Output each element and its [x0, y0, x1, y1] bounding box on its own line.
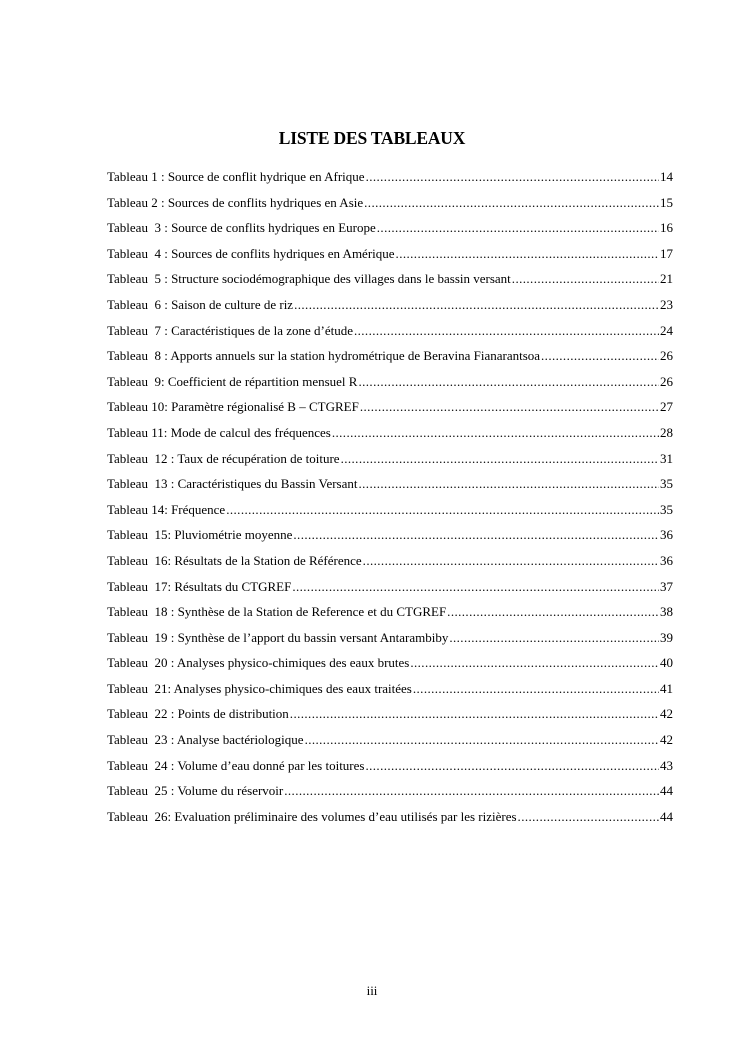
toc-entry-page: 42	[660, 706, 673, 722]
toc-entry[interactable]	[107, 604, 673, 630]
toc-entry-label: Tableau 26: Evaluation préliminaire des volumes d’eau utilisés par les rizières	[107, 808, 517, 824]
toc-entry-label: Tableau 21: Analyses physico-chimiques des eaux traitées	[107, 680, 412, 696]
dot-leader	[284, 783, 659, 799]
dot-leader	[364, 195, 659, 211]
page-title: LISTE DES TABLEAUX	[278, 128, 466, 148]
dot-leader	[305, 732, 659, 748]
toc-entry-label: Tableau 4 : Sources de conflits hydriques en Amérique	[107, 245, 395, 261]
toc-entry[interactable]	[107, 502, 673, 528]
toc-entry-page: 43	[660, 757, 673, 773]
toc-entry-label: Tableau 9: Coefficient de répartition mensuel R	[107, 373, 358, 389]
toc-entry-label: Tableau 24 : Volume d’eau donné par les toitures	[107, 757, 365, 773]
toc-entry-label: Tableau 20 : Analyses physico-chimiques des eaux brutes	[107, 655, 410, 671]
toc-entry-page: 21	[660, 271, 673, 287]
toc-entry-label: Tableau 13 : Caractéristiques du Bassin Versant	[107, 476, 358, 492]
toc-entry-page: 26	[660, 348, 673, 364]
toc-entry[interactable]	[107, 630, 673, 656]
toc-entry-page: 31	[660, 450, 673, 466]
toc-entry-label: Tableau 2 : Sources de conflits hydriques en Asie	[107, 194, 364, 210]
toc-entry-page: 23	[660, 296, 673, 312]
toc-entry[interactable]	[107, 706, 673, 732]
dot-leader	[226, 502, 659, 518]
dot-leader	[518, 809, 659, 825]
toc-entry-label: Tableau 10: Paramètre régionalisé B – CTGREF	[107, 399, 359, 415]
toc-entry-label: Tableau 15: Pluviométrie moyenne	[107, 527, 293, 543]
toc-entry[interactable]	[107, 579, 673, 605]
dot-leader	[360, 399, 659, 415]
dot-leader	[365, 758, 659, 774]
toc-entry[interactable]	[107, 220, 673, 246]
toc-entry-page: 27	[660, 399, 673, 415]
dot-leader	[366, 169, 659, 185]
toc-entry-page: 14	[660, 169, 673, 184]
dot-leader	[341, 451, 659, 467]
dot-leader	[541, 348, 659, 364]
toc-entry-label: Tableau 8 : Apports annuels sur la station hydrométrique de Beravina Fianarantsoa	[107, 348, 541, 364]
toc-entry[interactable]	[107, 169, 673, 195]
toc-entry[interactable]	[107, 655, 673, 681]
dot-leader	[359, 476, 660, 492]
toc-entry-page: 42	[660, 732, 673, 748]
toc-entry[interactable]	[107, 681, 673, 707]
toc-entry[interactable]	[107, 323, 673, 349]
toc-entry[interactable]	[107, 758, 673, 784]
toc-entry-page: 35	[660, 501, 673, 517]
toc-entry-label: Tableau 11: Mode de calcul des fréquences	[107, 424, 331, 440]
toc-entry-label: Tableau 1 : Source de conflit hydrique en Afrique	[107, 169, 365, 184]
toc-entry-label: Tableau 17: Résultats du CTGREF	[107, 578, 292, 594]
toc-entry-page: 37	[660, 578, 673, 594]
dot-leader	[363, 553, 659, 569]
toc-entry-label: Tableau 5 : Structure sociodémographique des villages dans le bassin versant	[107, 271, 511, 287]
toc-entry[interactable]	[107, 732, 673, 758]
toc-entry[interactable]	[107, 553, 673, 579]
dot-leader	[292, 579, 659, 595]
toc-entry-page: 26	[660, 373, 673, 389]
dot-leader	[410, 655, 659, 671]
dot-leader	[294, 297, 659, 313]
toc-entry[interactable]	[107, 374, 673, 400]
toc-entry[interactable]	[107, 451, 673, 477]
toc-entry-label: Tableau 25 : Volume du réservoir	[107, 783, 284, 799]
toc-entry[interactable]	[107, 297, 673, 323]
dot-leader	[290, 706, 659, 722]
toc-entry[interactable]	[107, 476, 673, 502]
toc-entry-label: Tableau 16: Résultats de la Station de Référence	[107, 552, 362, 568]
toc-entry[interactable]	[107, 527, 673, 553]
toc-entry-label: Tableau 7 : Caractéristiques de la zone d’étude	[107, 322, 353, 338]
toc-entry-page: 44	[660, 783, 673, 799]
toc-entry-page: 41	[660, 680, 673, 696]
toc-entry-page: 28	[660, 424, 673, 440]
toc-entry-page: 39	[660, 629, 673, 645]
toc-entry-label: Tableau 3 : Source de conflits hydriques en Europe	[107, 220, 376, 236]
toc-entry-page: 35	[660, 476, 673, 492]
toc-entry-page: 17	[660, 245, 673, 261]
toc-entry[interactable]	[107, 783, 673, 809]
toc-entry[interactable]	[107, 425, 673, 451]
dot-leader	[413, 681, 659, 697]
toc-entry-page: 40	[660, 655, 673, 671]
toc-entry-page: 15	[660, 194, 673, 210]
dot-leader	[447, 604, 659, 620]
toc-entry-label: Tableau 19 : Synthèse de l’apport du bassin versant Antarambiby	[107, 629, 449, 645]
dot-leader	[358, 374, 659, 390]
toc-entry-page: 44	[660, 808, 673, 824]
toc-entry[interactable]	[107, 348, 673, 374]
toc-entry-label: Tableau 12 : Taux de récupération de toiture	[107, 450, 340, 466]
toc-entry-page: 24	[660, 322, 673, 338]
dot-leader	[512, 271, 659, 287]
dot-leader	[332, 425, 659, 441]
toc-entry[interactable]	[107, 246, 673, 272]
dot-leader	[396, 246, 659, 262]
toc-entry[interactable]	[107, 399, 673, 425]
page-number: iii	[366, 983, 378, 998]
toc-entry[interactable]	[107, 271, 673, 297]
toc-entry-page: 36	[660, 552, 673, 568]
toc-entry-label: Tableau 14: Fréquence	[107, 501, 226, 517]
toc-entry[interactable]	[107, 809, 673, 835]
dot-leader	[377, 220, 659, 236]
toc-entry-label: Tableau 22 : Points de distribution	[107, 706, 289, 722]
dot-leader	[293, 527, 659, 543]
toc-entry-label: Tableau 6 : Saison de culture de riz	[107, 296, 294, 312]
toc-entry-label: Tableau 23 : Analyse bactériologique	[107, 732, 304, 748]
toc-entry-page: 16	[660, 220, 673, 236]
toc-entry-page: 38	[660, 604, 673, 620]
toc-entry[interactable]	[107, 195, 673, 221]
dot-leader	[354, 323, 659, 339]
toc-entry-page: 36	[660, 527, 673, 543]
toc-entry-label: Tableau 18 : Synthèse de la Station de Reference et du CTGREF	[107, 604, 447, 620]
dot-leader	[449, 630, 659, 646]
table-list	[107, 169, 673, 834]
